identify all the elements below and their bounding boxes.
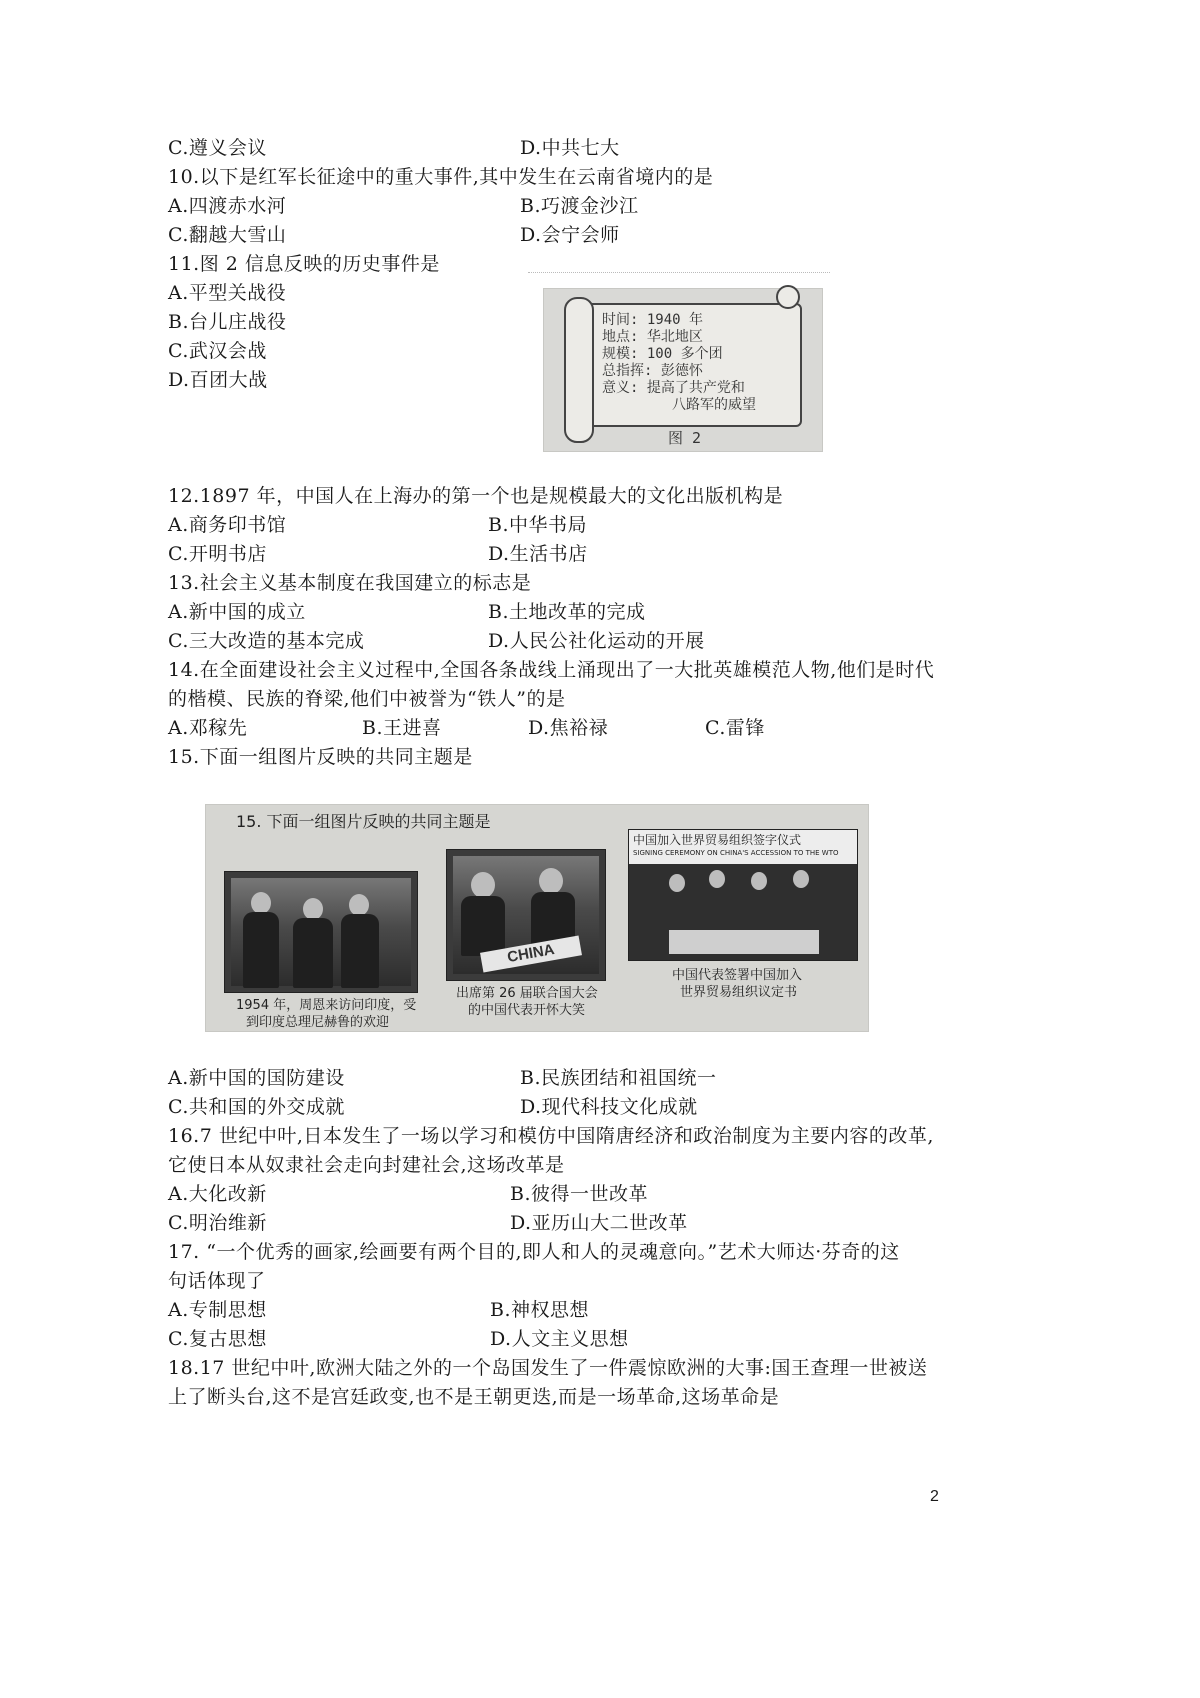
q10-option-b: B.巧渡金沙江 [520, 195, 639, 217]
q15-photo-1-caption-line-1: 1954 年，周恩来访问印度，受 [236, 998, 417, 1013]
q16-option-a: A.大化改新 [168, 1183, 267, 1205]
q11-option-c: C.武汉会战 [168, 340, 267, 362]
photo-3-figure-head [709, 870, 725, 888]
q15-photo-3-banner-en: SIGNING CEREMONY ON CHINA'S ACCESSION TO THE WTO [633, 849, 839, 857]
q13-option-a: A.新中国的成立 [168, 601, 306, 623]
q17-option-a: A.专制思想 [168, 1299, 267, 1321]
photo-2-figure-head [471, 872, 495, 898]
q15-photo-2-caption-line-1: 出席第 26 届联合国大会 [456, 986, 598, 1001]
photo-2-figure-head [539, 868, 563, 894]
q15-photo-3-table [669, 930, 819, 954]
q14-option-d: D.焦裕禄 [528, 717, 609, 739]
figure-2-line-4: 总指挥: 彭德怀 [602, 363, 703, 379]
photo-3-figure-head [751, 872, 767, 890]
q15-photo-2-caption-line-2: 的中国代表开怀大笑 [468, 1003, 586, 1018]
page-number: 2 [930, 1488, 939, 1505]
photo-1-figure [341, 914, 379, 988]
q10-option-d: D.会宁会师 [520, 224, 620, 246]
photo-1-figure [293, 918, 333, 988]
q17-option-c: C.复古思想 [168, 1328, 267, 1350]
q14-stem-line-1: 14.在全面建设社会主义过程中,全国各条战线上涌现出了一大批英雄模范人物,他们是时代 [168, 659, 935, 681]
q15-photo-3 [628, 829, 858, 961]
q15-photo-3-caption-line-2: 世界贸易组织议定书 [680, 985, 798, 1000]
q12-option-c: C.开明书店 [168, 543, 267, 565]
scroll-roll-right [776, 285, 800, 309]
photo-3-figure-head [793, 870, 809, 888]
q12-stem: 12.1897 年，中国人在上海办的第一个也是规模最大的文化出版机构是 [168, 485, 784, 507]
scroll-roll-left [564, 297, 594, 443]
q14-stem-line-2: 的楷模、民族的脊梁,他们中被誉为“铁人”的是 [168, 688, 566, 710]
q13-option-d: D.人民公社化运动的开展 [488, 630, 705, 652]
q12-option-b: B.中华书局 [488, 514, 588, 536]
q15-photo-1 [224, 871, 418, 993]
figure-2-line-2: 地点: 华北地区 [602, 329, 703, 345]
photo-1-figure-head [349, 894, 369, 916]
q18-stem-line-1: 18.17 世纪中叶,欧洲大陆之外的一个岛国发生了一件震惊欧洲的大事:国王查理一世被送 [168, 1357, 928, 1379]
q16-option-d: D.亚历山大二世改革 [510, 1212, 688, 1234]
figure-2-scroll [543, 288, 823, 452]
q14-option-c: C.雷锋 [705, 717, 765, 739]
photo-1-figure [243, 912, 279, 988]
q11-option-d: D.百团大战 [168, 369, 268, 391]
q15-photo-2 [446, 849, 606, 981]
q13-option-c: C.三大改造的基本完成 [168, 630, 365, 652]
q10-option-c: C.翻越大雪山 [168, 224, 287, 246]
photo-2-figure [461, 896, 505, 956]
q15-photo-header: 15. 下面一组图片反映的共同主题是 [236, 812, 491, 831]
q14-option-a: A.邓稼先 [168, 717, 248, 739]
figure-2-caption: 图 2 [668, 429, 702, 447]
q15-photo-3-banner: 中国加入世界贸易组织签字仪式 [633, 833, 802, 847]
q16-stem-line-1: 16.7 世纪中叶,日本发生了一场以学习和模仿中国隋唐经济和政治制度为主要内容的改革, [168, 1125, 934, 1147]
q18-stem-line-2: 上了断头台,这不是宫廷政变,也不是王朝更迭,而是一场革命,这场革命是 [168, 1386, 780, 1408]
q11-option-a: A.平型关战役 [168, 282, 287, 304]
q17-stem-line-2: 句话体现了 [168, 1270, 266, 1292]
q10-stem: 10.以下是红军长征途中的重大事件,其中发生在云南省境内的是 [168, 166, 714, 188]
photo-1-figure-head [251, 892, 271, 914]
q15-stem: 15.下面一组图片反映的共同主题是 [168, 746, 473, 768]
photo-1-figure-head [303, 898, 323, 920]
q15-photo-1-caption-line-2: 到印度总理尼赫鲁的欢迎 [246, 1015, 390, 1030]
q14-option-b: B.王进喜 [362, 717, 442, 739]
q12-option-a: A.商务印书馆 [168, 514, 287, 536]
q12-option-d: D.生活书店 [488, 543, 588, 565]
q15-option-a: A.新中国的国防建设 [168, 1067, 345, 1089]
figure-top-rule [528, 272, 830, 273]
q15-option-b: B.民族团结和祖国统一 [520, 1067, 717, 1089]
q11-stem: 11.图 2 信息反映的历史事件是 [168, 253, 440, 275]
figure-2-line-5: 意义: 提高了共产党和 [602, 380, 745, 396]
q10-option-a: A.四渡赤水河 [168, 195, 287, 217]
q16-option-c: C.明治维新 [168, 1212, 267, 1234]
q15-photo-3-caption-line-1: 中国代表签署中国加入 [672, 968, 803, 983]
figure-2-line-3: 规模: 100 多个团 [602, 346, 723, 362]
q16-option-b: B.彼得一世改革 [510, 1183, 649, 1205]
q17-stem-line-1: 17. “一个优秀的画家,绘画要有两个目的,即人和人的灵魂意向。”艺术大师达·芬奇的这 [168, 1241, 900, 1263]
q9-option-c: C.遵义会议 [168, 137, 267, 159]
q11-option-b: B.台儿庄战役 [168, 311, 287, 333]
q17-option-d: D.人文主义思想 [490, 1328, 629, 1350]
q17-option-b: B.神权思想 [490, 1299, 590, 1321]
q15-photo-2-china-placard: CHINA [480, 935, 582, 972]
q13-stem: 13.社会主义基本制度在我国建立的标志是 [168, 572, 532, 594]
q9-option-d: D.中共七大 [520, 137, 620, 159]
q15-photo-strip [205, 804, 869, 1032]
q15-option-c: C.共和国的外交成就 [168, 1096, 345, 1118]
q15-option-d: D.现代科技文化成就 [520, 1096, 698, 1118]
q16-stem-line-2: 它使日本从奴隶社会走向封建社会,这场改革是 [168, 1154, 565, 1176]
figure-2-line-6: 八路军的威望 [672, 397, 756, 413]
photo-3-figure-head [669, 874, 685, 892]
figure-2-line-1: 时间: 1940 年 [602, 312, 704, 328]
q13-option-b: B.土地改革的完成 [488, 601, 646, 623]
